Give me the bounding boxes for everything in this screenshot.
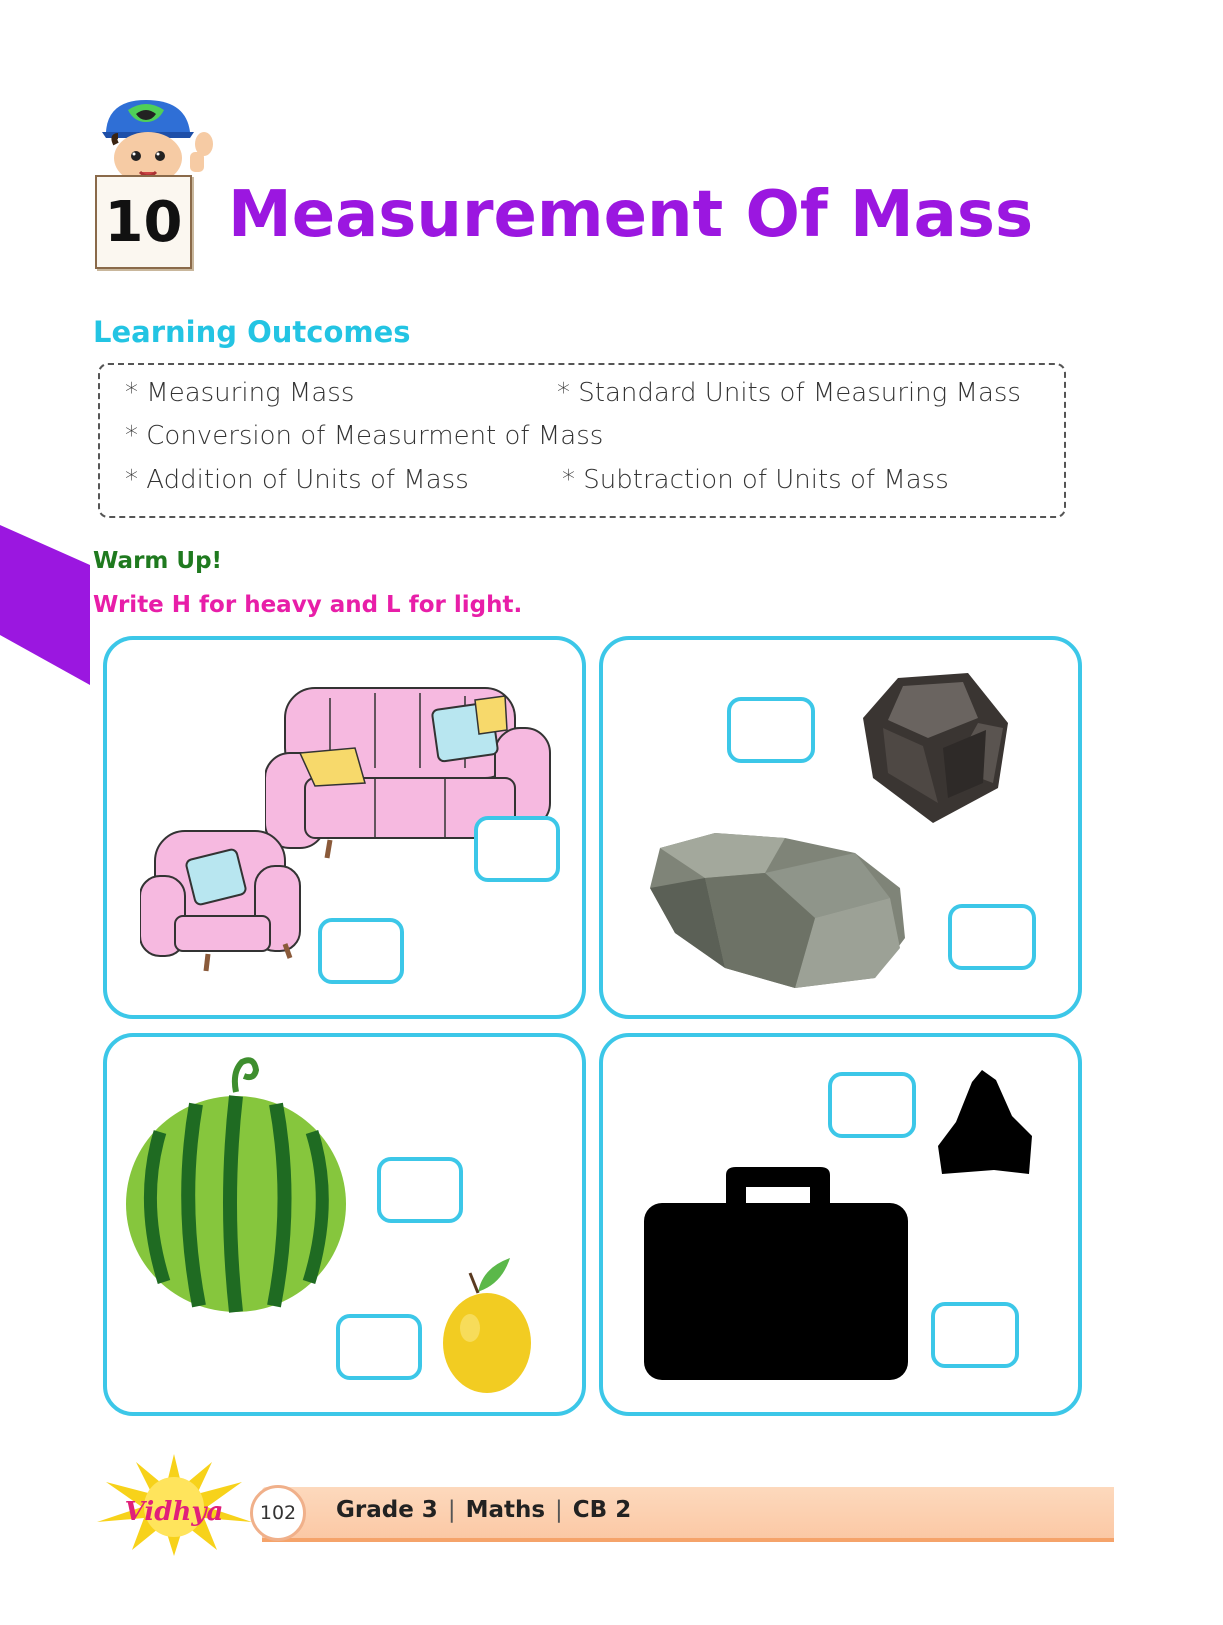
paperweight-silhouette-illustration (934, 1066, 1038, 1179)
warm-up-heading: Warm Up! (93, 548, 223, 574)
footer-grade: Grade 3 (336, 1497, 438, 1523)
side-tab-decoration (0, 525, 90, 685)
svg-text:Vidhya: Vidhya (124, 1497, 224, 1527)
footer-separator: | (447, 1497, 456, 1523)
armchair-illustration (140, 826, 305, 976)
outcome-item: * Standard Units of Measuring Mass (557, 378, 1021, 408)
page-number (250, 1485, 306, 1541)
answer-box-paperweight[interactable] (828, 1072, 916, 1138)
answer-box-sofa[interactable] (474, 816, 560, 882)
answer-box-lemon[interactable] (336, 1314, 422, 1380)
lemon-illustration (440, 1253, 535, 1393)
outcome-item: * Subtraction of Units of Mass (562, 465, 949, 495)
chapter-number-card (95, 175, 192, 269)
footer-book-info (336, 1497, 631, 1523)
answer-box-boulder[interactable] (948, 904, 1036, 970)
answer-box-pebble[interactable] (727, 697, 815, 763)
boulder-illustration (645, 828, 907, 993)
answer-box-armchair[interactable] (318, 918, 404, 984)
outcome-item: * Measuring Mass (125, 378, 355, 408)
footer-book: CB 2 (572, 1497, 632, 1523)
watermelon-illustration (124, 1052, 349, 1314)
chapter-number: 10 (104, 189, 183, 255)
footer-bar-edge (262, 1538, 1114, 1542)
answer-box-briefcase[interactable] (931, 1302, 1019, 1368)
vidhya-logo (92, 1452, 257, 1557)
outcome-item: * Conversion of Measurment of Mass (125, 421, 604, 451)
pebble-illustration (858, 668, 1018, 826)
answer-box-watermelon[interactable] (377, 1157, 463, 1223)
instruction-text: Write H for heavy and L for light. (93, 592, 523, 618)
footer-subject: Maths (465, 1497, 546, 1523)
chapter-title: Measurement Of Mass (228, 178, 1034, 252)
page-number-text: 102 (259, 1502, 297, 1524)
briefcase-silhouette-illustration (644, 1165, 908, 1380)
footer-separator: | (555, 1497, 563, 1523)
learning-outcomes-heading: Learning Outcomes (93, 315, 411, 349)
outcome-item: * Addition of Units of Mass (125, 465, 469, 495)
